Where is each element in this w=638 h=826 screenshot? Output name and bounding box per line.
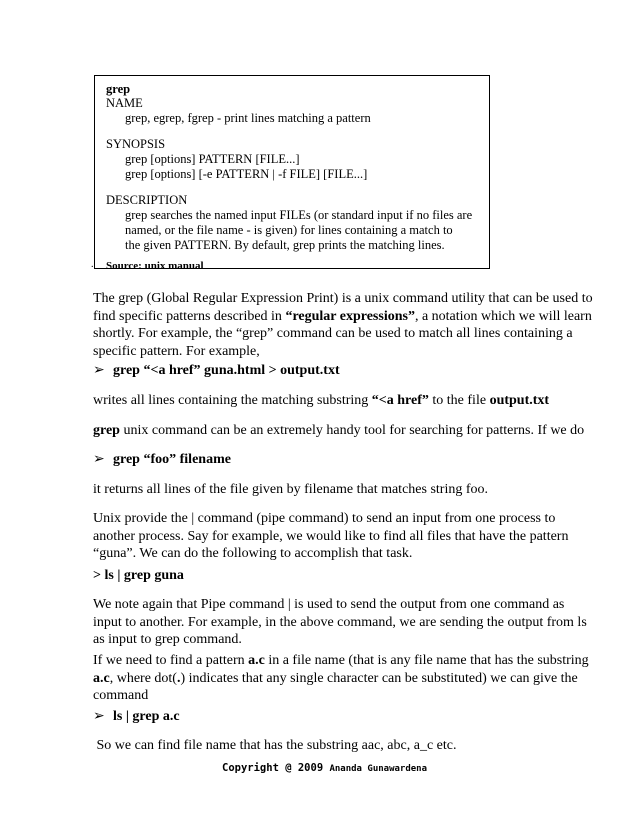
man-synopsis-heading: SYNOPSIS [106,137,166,151]
paragraph-line: The grep (Global Regular Expression Print) is a unix command utility that can be used to [93,291,593,306]
paragraph-line: If we need to find a pattern a.c in a file name (that is any file name that has the substring [93,653,589,668]
paragraph-line: a.c, where dot(.) indicates that any single character can be substituted) we can give the [93,670,578,686]
paragraph-pipe-note [93,596,587,649]
man-description-line-2: named, or the file name - is given) for lines containing a match to [125,223,453,237]
man-source: Source: unix manual [106,260,204,272]
paragraph-line: as input to grep command. [93,632,242,647]
arrow-bullet-icon: ➢ [93,363,105,378]
paragraph-pattern-ac [93,652,589,705]
paragraph-handy-tool [93,422,585,440]
paragraph-line: command [93,688,149,703]
arrow-bullet-icon: ➢ [93,709,105,724]
bullet-command-3: ➢ ls | grep a.c [93,709,180,724]
bullet-command-2: ➢ grep “foo” filename [93,452,231,467]
paragraph-pipe [93,510,569,563]
man-synopsis-line-2: grep [options] [-e PATTERN | -f FILE] [FILE...] [125,167,368,181]
man-title: grep [106,82,131,96]
paragraph-writes [93,392,553,410]
paragraph-line: input to another. For example, in the above command, we are sending the output from ls [93,614,587,630]
man-description-line-1: grep searches the named input FILEs (or standard input if no files are [125,208,473,222]
man-synopsis-line-1: grep [options] PATTERN [FILE...] [125,152,300,166]
man-page-excerpt-box [94,75,490,272]
paragraph-line: find specific patterns described in “regular expressions”, a notation which we will learn [93,308,592,324]
man-description-line-3: the given PATTERN. By default, grep prints the matching lines. [125,238,445,252]
paragraph-intro [93,290,593,360]
paragraph-line: We note again that Pipe command | is used to send the output from one command as [93,597,565,612]
stray-dot: . [91,259,94,270]
paragraph-line: another process. Say for example, we would like to find all files that have the pattern [93,528,569,544]
page-footer [222,762,427,774]
paragraph-line: it returns all lines of the file given by filename that matches string foo. [93,482,489,497]
man-description-heading: DESCRIPTION [106,193,188,207]
paragraph-line: So we can find file name that has the substring aac, abc, a_c etc. [93,738,457,753]
arrow-bullet-icon: ➢ [93,452,105,467]
paragraph-line: grep unix command can be an extremely handy tool for searching for patterns. If we do [93,423,585,438]
footer-author: Ananda Gunawardena [329,764,428,774]
footer-copyright: Copyright @ 2009 [222,762,330,774]
paragraph-line: “guna”. We can do the following to accomplish that task. [93,546,413,561]
paragraph-line: shortly. For example, the “grep” command can be used to match all lines containing a [93,326,573,341]
man-name-heading: NAME [106,96,143,110]
bullet-command-1: ➢ grep “<a href” guna.html > output.txt [93,363,340,378]
command-ls-grep-guna: > ls | grep guna [93,568,184,583]
paragraph-line: writes all lines containing the matching substring “<a href” to the file output.txt [93,393,550,408]
paragraph-conclusion [93,737,553,755]
paragraph-line: Unix provide the | command (pipe command) to send an input from one process to [93,511,556,526]
man-name-line: grep, egrep, fgrep - print lines matching a pattern [125,111,371,125]
paragraph-line: specific pattern. For example, [93,343,260,359]
paragraph-returns [93,481,553,499]
